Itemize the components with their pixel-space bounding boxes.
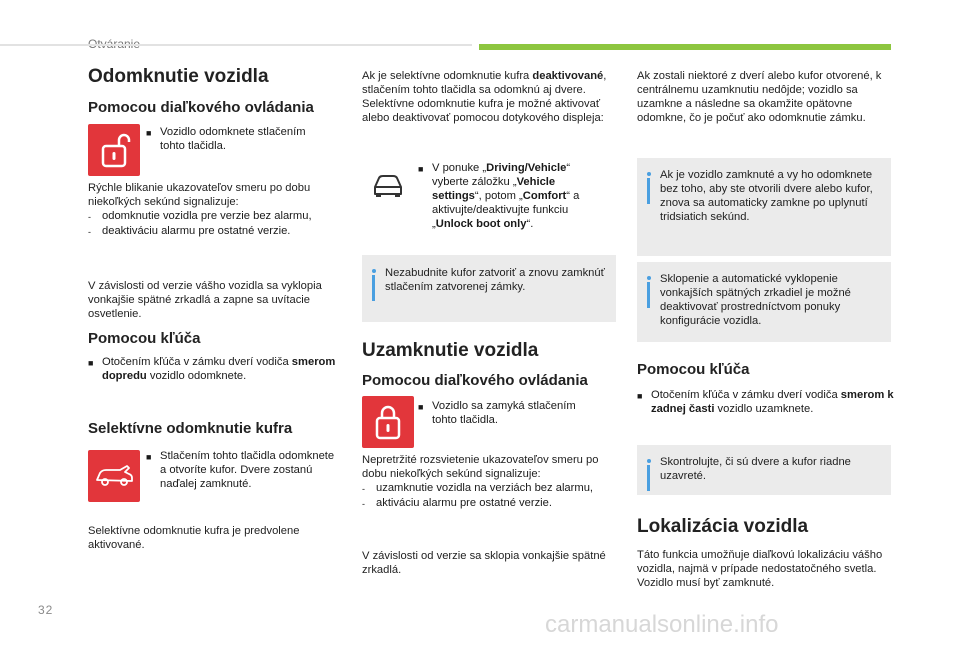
text-doors-open: Ak zostali niektoré z dverí alebo kufor otvorené, k centrálnemu uzamknutiu nedôjde; vozidlo sa uzamkne a následne sa okamžite opätovne odomkne, čo je počuť ako odomknutie zámku. — [637, 70, 882, 124]
note-mirrors-config: Sklopenie a automatické vyklopenie vonkajších spätných zrkadiel je možné deaktivovať prostredníctvom ponuky konfigurácie vozidla. — [637, 262, 891, 342]
heading-key-unlock: Pomocou kľúča — [88, 330, 201, 347]
info-icon — [647, 276, 650, 308]
vehicle-settings-icon — [362, 160, 414, 212]
text-locate: Táto funkcia umožňuje diaľkovú lokalizáciu vášho vozidla, najmä v prípade nedostatočného svetla. Vozidlo musí byť zamknuté. — [637, 549, 883, 589]
bullet-menu-path: ■ V ponuke „Driving/Vehicle“ vyberte záložku „Vehicle settings“, potom „Comfort“ a aktivujte/deaktivujte funkciu „Unlock boot only“. — [418, 162, 580, 230]
text-trunk-deactivated: Ak je selektívne odomknutie kufra deaktivované, stlačením tohto tlačidla sa odomknú aj dvere. Selektívne odomknutie kufra je možné aktivovať alebo deaktivovať pomocou dotykového displeja: — [362, 70, 607, 124]
note-auto-relock: Ak je vozidlo zamknuté a vy ho odomknete bez toho, aby ste otvorili dvere alebo kufor, znova sa automaticky zamkne po uplynutí tridsiatich sekúnd. — [637, 158, 891, 256]
text-blink-lock: Nepretržité rozsvietenie ukazovateľov smeru po dobu niekoľkých sekúnd signalizuje: — [362, 454, 599, 480]
page-number: 32 — [38, 603, 54, 617]
list-lock-signals — [362, 481, 617, 511]
list-item: - uzamknutie vozidla na verziách bez alarmu, — [362, 482, 594, 494]
title-locate: Lokalizácia vozidla — [637, 516, 809, 537]
text-mirrors-unfold: V závislosti od verzie vášho vozidla sa vyklopia vonkajšie spätné zrkadlá a zapne sa uvítacie osvetlenie. — [88, 280, 322, 320]
watermark: carmanualsonline.info — [545, 611, 779, 638]
list-item: - odomknutie vozidla pre verzie bez alarmu, — [88, 210, 312, 222]
bullet-text: Vozidlo odomknete stlačením tohto tlačidla. — [160, 126, 306, 152]
info-icon — [647, 172, 650, 204]
heading-remote-lock: Pomocou diaľkového ovládania — [362, 372, 588, 389]
title-unlock: Odomknutie vozidla — [88, 66, 269, 87]
info-icon — [647, 459, 650, 491]
heading-remote-unlock: Pomocou diaľkového ovládania — [88, 99, 314, 116]
note-close-trunk: Nezabudnite kufor zatvoriť a znovu zamknúť stlačením zatvorenej zámky. — [362, 255, 616, 322]
text-mirrors-fold: V závislosti od verzie sa sklopia vonkajšie spätné zrkadlá. — [362, 550, 606, 576]
heading-trunk-unlock: Selektívne odomknutie kufra — [88, 420, 293, 437]
bullet-remote-lock: ■ Vozidlo sa zamyká stlačením tohto tlačidla. — [418, 400, 576, 426]
title-lock: Uzamknutie vozidla — [362, 340, 539, 361]
lock-button-icon — [362, 396, 414, 448]
bullet-trunk-unlock: ■ Stlačením tohto tlačidla odomknete a otvoríte kufor. Dvere zostanú naďalej zamknuté. — [146, 450, 335, 490]
note-check-doors: Skontrolujte, či sú dvere a kufor riadne uzavreté. — [637, 445, 891, 495]
list-item: - aktiváciu alarmu pre ostatné verzie. — [362, 497, 552, 509]
heading-key-lock: Pomocou kľúča — [637, 361, 750, 378]
header-accent-bar — [479, 44, 891, 50]
bullet-key-lock: ■ Otočením kľúča v zámku dverí vodiča smerom k zadnej časti vozidlo uzamknete. — [637, 389, 894, 415]
list-item: - deaktiváciu alarmu pre ostatné verzie. — [88, 225, 291, 237]
bullet-remote-unlock — [146, 125, 331, 153]
info-icon — [372, 269, 375, 301]
bullet-key-unlock: ■ Otočením kľúča v zámku dverí vodiča smerom dopredu vozidlo odomknete. — [88, 356, 336, 382]
text-trunk-default: Selektívne odomknutie kufra je predvolene aktivované. — [88, 525, 300, 551]
list-unlock-signals — [88, 209, 343, 239]
bullet-marker: ■ — [146, 128, 152, 138]
trunk-button-icon — [88, 450, 140, 502]
unlock-button-icon — [88, 124, 140, 176]
text-blink-unlock: Rýchle blikanie ukazovateľov smeru po dobu niekoľkých sekúnd signalizuje: — [88, 182, 311, 208]
header-divider — [0, 44, 472, 46]
